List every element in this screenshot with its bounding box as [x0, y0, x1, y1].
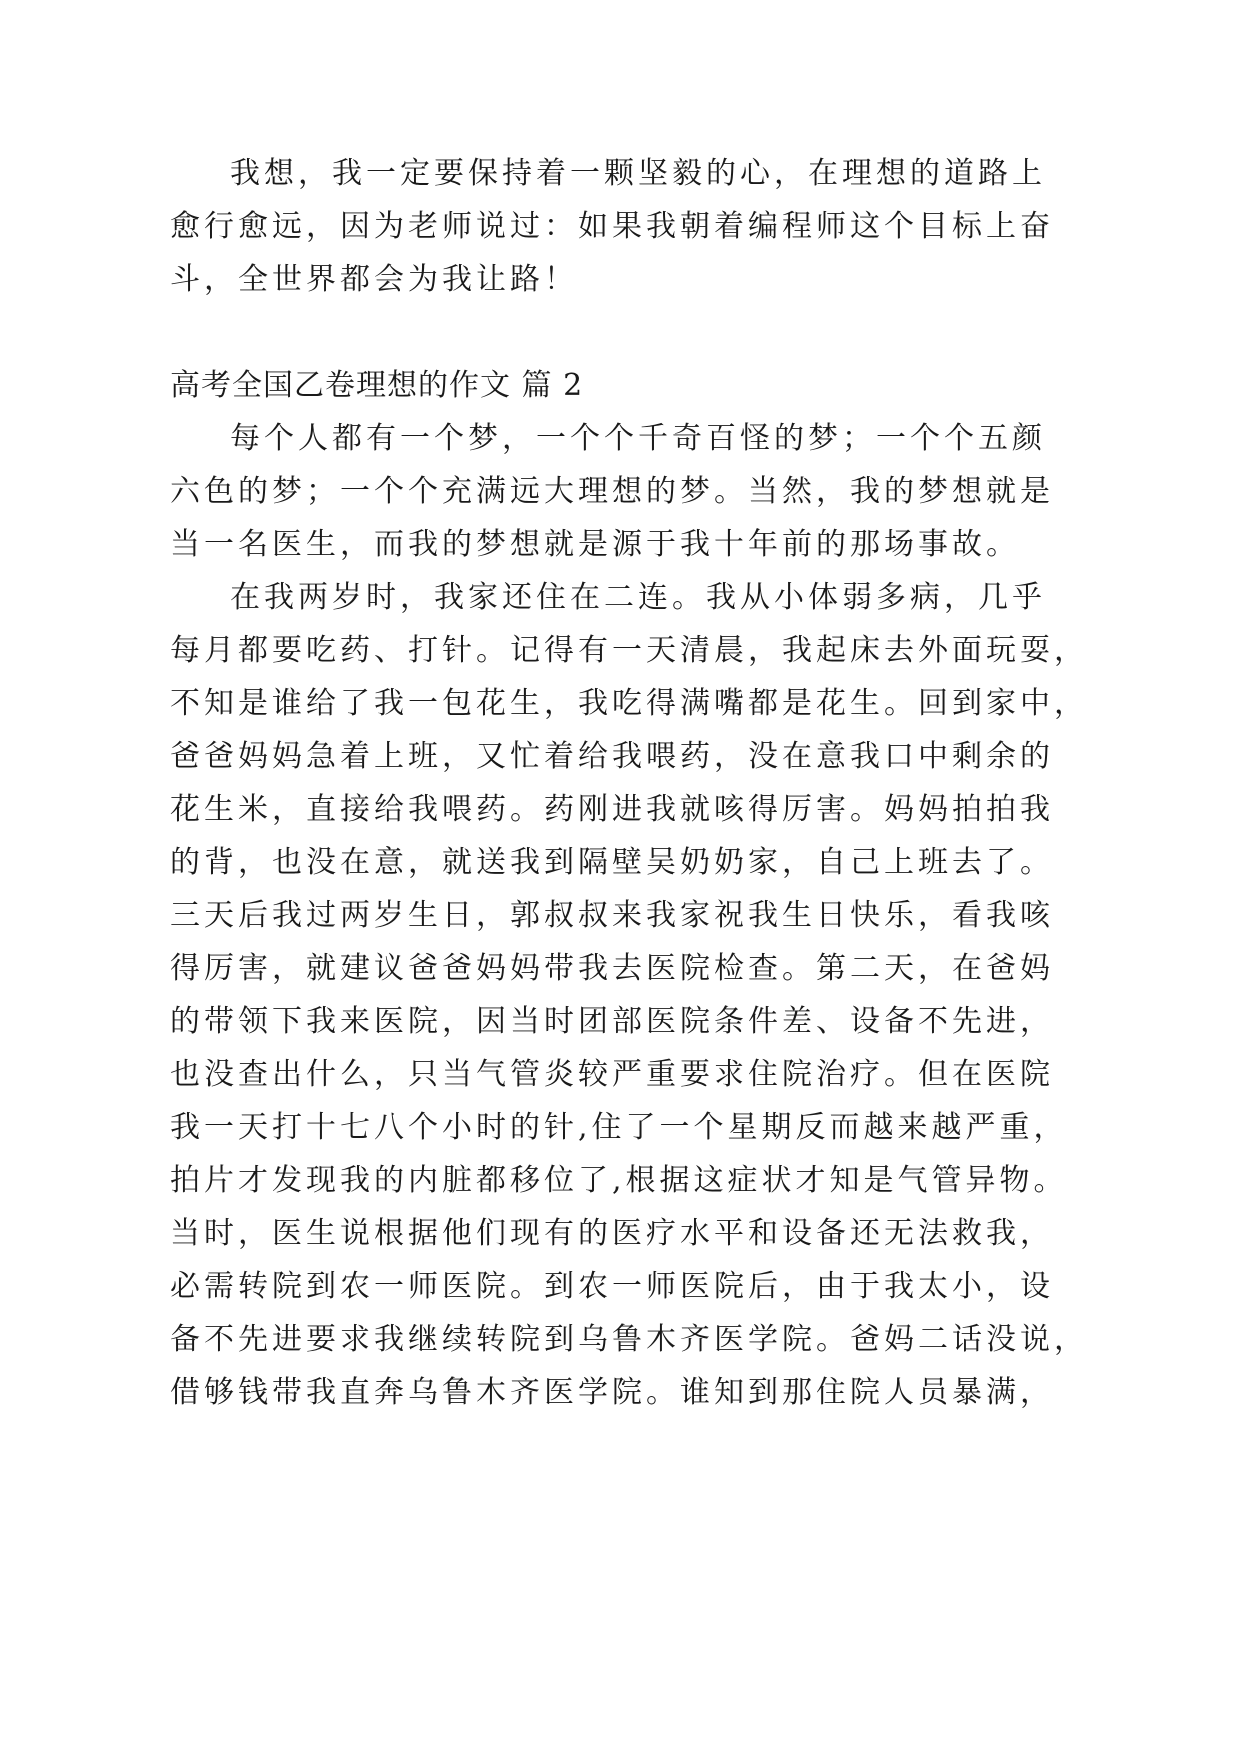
paragraph-3-line-14: 必需转院到农一师医院。到农一师医院后，由于我太小，设: [170, 1269, 1054, 1304]
paragraph-1-line-3: 斗，全世界都会为我让路！: [170, 262, 578, 297]
paragraph-3-line-12: 拍片才发现我的内脏都移位了,根据这症状才知是气管异物。: [170, 1163, 1068, 1198]
section-heading: 高考全国乙卷理想的作文 篇 2: [170, 368, 584, 403]
paragraph-3-line-4: 爸爸妈妈急着上班，又忙着给我喂药，没在意我口中剩余的: [170, 739, 1054, 774]
paragraph-1-line-1: 我想，我一定要保持着一颗坚毅的心，在理想的道路上: [230, 156, 1046, 191]
paragraph-2-line-2: 六色的梦；一个个充满远大理想的梦。当然，我的梦想就是: [170, 474, 1054, 509]
paragraph-3-line-10: 也没查出什么，只当气管炎较严重要求住院治疗。但在医院: [170, 1057, 1054, 1092]
paragraph-3-line-8: 得厉害，就建议爸爸妈妈带我去医院检查。第二天，在爸妈: [170, 951, 1054, 986]
paragraph-2-line-3: 当一名医生，而我的梦想就是源于我十年前的那场事故。: [170, 527, 1020, 562]
paragraph-3-line-3: 不知是谁给了我一包花生，我吃得满嘴都是花生。回到家中，: [170, 686, 1088, 721]
paragraph-3-line-1: 在我两岁时，我家还住在二连。我从小体弱多病，几乎: [230, 580, 1046, 615]
paragraph-3-line-6: 的背，也没在意，就送我到隔壁吴奶奶家，自己上班去了。: [170, 845, 1054, 880]
paragraph-3-line-5: 花生米，直接给我喂药。药刚进我就咳得厉害。妈妈拍拍我: [170, 792, 1054, 827]
paragraph-3-line-7: 三天后我过两岁生日，郭叔叔来我家祝我生日快乐，看我咳: [170, 898, 1054, 933]
paragraph-3-line-16: 借够钱带我直奔乌鲁木齐医学院。谁知到那住院人员暴满，: [170, 1375, 1054, 1410]
paragraph-1-line-2: 愈行愈远，因为老师说过：如果我朝着编程师这个目标上奋: [170, 209, 1054, 244]
paragraph-3-line-15: 备不先进要求我继续转院到乌鲁木齐医学院。爸妈二话没说，: [170, 1322, 1088, 1357]
paragraph-3-line-11: 我一天打十七八个小时的针,住了一个星期反而越来越严重，: [170, 1110, 1068, 1145]
paragraph-3-line-13: 当时，医生说根据他们现有的医疗水平和设备还无法救我，: [170, 1216, 1054, 1251]
paragraph-3-line-2: 每月都要吃药、打针。记得有一天清晨，我起床去外面玩耍，: [170, 633, 1088, 668]
paragraph-3-line-9: 的带领下我来医院，因当时团部医院条件差、设备不先进，: [170, 1004, 1054, 1039]
paragraph-2-line-1: 每个人都有一个梦，一个个千奇百怪的梦；一个个五颜: [230, 421, 1046, 456]
